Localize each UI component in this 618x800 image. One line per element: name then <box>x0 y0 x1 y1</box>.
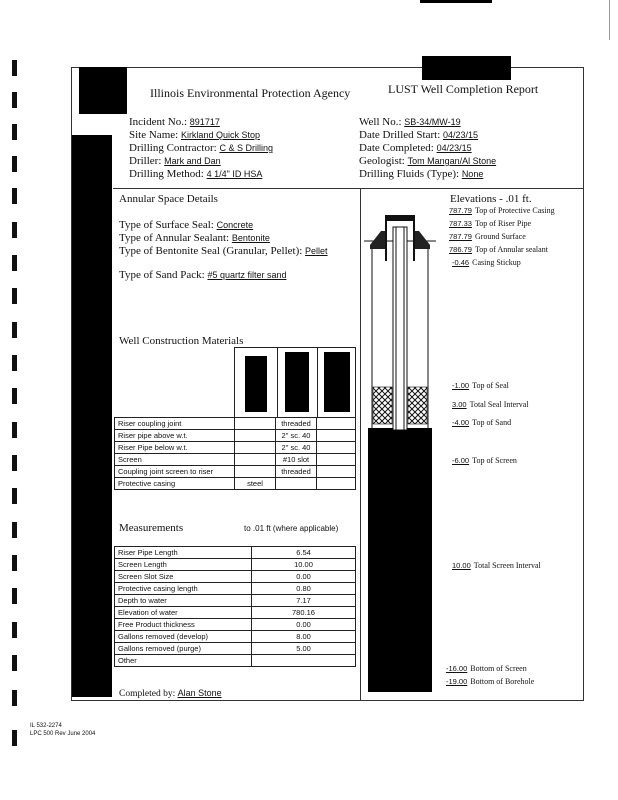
table-cell: Gallons removed (develop) <box>115 631 252 643</box>
redacted-block <box>422 56 511 80</box>
elevation-label: Top of Annular sealant <box>474 245 548 254</box>
table-cell <box>235 466 276 478</box>
depth-label: Top of Sand <box>472 418 512 427</box>
punch-mark <box>12 622 17 638</box>
field-label: Drilling Contractor: <box>129 142 217 154</box>
drilling-fluids-value: None <box>461 169 484 179</box>
well-no-value: SB-34/MW-19 <box>404 117 461 127</box>
table-cell: Other <box>115 655 252 667</box>
table-cell <box>252 655 356 667</box>
depth-label: Top of Seal <box>472 381 509 390</box>
bentonite-seal-row <box>119 245 328 258</box>
depth-row <box>452 400 529 409</box>
field-label: Drilling Method: <box>129 168 204 180</box>
form-revision: LPC 500 Rev June 2004 <box>30 731 96 737</box>
table-cell: Riser Pipe below w.t. <box>115 442 235 454</box>
sand-pack-value: #5 quartz filter sand <box>207 270 287 280</box>
table-cell: 0.00 <box>252 571 356 583</box>
geologist-value: Tom Mangan/Al Stone <box>407 156 497 166</box>
sand-pack-row <box>119 269 286 282</box>
incident-number: 891717 <box>189 117 220 127</box>
field-label: Type of Annular Sealant: <box>119 232 230 244</box>
table-row <box>115 454 356 466</box>
materials-heading: Well Construction Materials <box>119 335 244 347</box>
punch-mark <box>12 555 17 571</box>
redacted-margin-bar <box>72 135 112 697</box>
depth-value: -4.00 <box>452 418 470 427</box>
table-row <box>115 595 356 607</box>
field-label: Site Name: <box>129 129 179 141</box>
table-cell: Coupling joint screen to riser <box>115 466 235 478</box>
punch-mark <box>12 322 17 338</box>
table-row <box>115 418 356 430</box>
date-completed-value: 04/23/15 <box>436 143 472 153</box>
table-row <box>115 631 356 643</box>
contractor-value: C & S Drilling <box>219 143 273 153</box>
site-name-row <box>129 129 347 142</box>
driller-value: Mark and Dan <box>164 156 221 166</box>
depth-row <box>452 456 517 465</box>
well-no-row <box>359 116 559 129</box>
driller-row <box>129 155 347 168</box>
elevation-row <box>449 232 526 241</box>
column-line <box>317 348 318 418</box>
table-cell: threaded <box>276 466 317 478</box>
table-cell <box>235 430 276 442</box>
table-cell: 8.00 <box>252 631 356 643</box>
depth-value: -1.00 <box>452 381 470 390</box>
drilling-method-row <box>129 168 347 181</box>
geologist-row <box>359 155 559 168</box>
table-cell: Gallons removed (purge) <box>115 643 252 655</box>
field-label: Incident No.: <box>129 116 188 128</box>
depth-row <box>446 664 527 673</box>
measurements-table <box>114 546 356 667</box>
punch-mark <box>12 92 17 108</box>
depth-value: -16.00 <box>446 664 468 673</box>
table-cell: 0.00 <box>252 619 356 631</box>
table-cell: Riser pipe above w.t. <box>115 430 235 442</box>
table-cell <box>235 418 276 430</box>
field-label: Well No.: <box>359 116 402 128</box>
depth-label: Top of Screen <box>472 456 517 465</box>
table-cell <box>317 466 356 478</box>
table-cell: Depth to water <box>115 595 252 607</box>
punch-mark <box>12 60 17 76</box>
table-row <box>115 619 356 631</box>
elevation-row <box>452 258 521 267</box>
field-label: Driller: <box>129 155 162 167</box>
elevation-value: -0.46 <box>452 258 470 267</box>
punch-mark <box>12 222 17 238</box>
form-number: IL 532-2274 <box>30 723 62 729</box>
table-cell: 10.00 <box>252 559 356 571</box>
field-label: Geologist: <box>359 155 405 167</box>
table-cell: Screen Slot Size <box>115 571 252 583</box>
table-cell <box>235 442 276 454</box>
elevation-value: 787.79 <box>449 206 472 215</box>
surface-seal-value: Concrete <box>216 220 254 230</box>
elevation-label: Top of Protective Casing <box>474 206 555 215</box>
punch-mark <box>12 730 17 746</box>
depth-label: Total Seal Interval <box>469 400 529 409</box>
field-label: Type of Surface Seal: <box>119 219 214 231</box>
depth-value: 3.00 <box>452 400 467 409</box>
punch-mark <box>12 655 17 671</box>
depth-value: -6.00 <box>452 456 470 465</box>
table-cell: Free Product thickness <box>115 619 252 631</box>
punch-mark <box>12 188 17 204</box>
materials-table <box>114 417 356 490</box>
table-cell: 0.80 <box>252 583 356 595</box>
annular-sealant-value: Bentonite <box>231 233 270 243</box>
table-cell: 6.54 <box>252 547 356 559</box>
field-label: Date Drilled Start: <box>359 129 441 141</box>
table-cell: Protective casing length <box>115 583 252 595</box>
field-label: Drilling Fluids (Type): <box>359 168 460 180</box>
date-completed-row <box>359 142 559 155</box>
date-start-row <box>359 129 559 142</box>
punch-mark <box>12 156 17 172</box>
table-cell: 780.16 <box>252 607 356 619</box>
table-cell <box>317 454 356 466</box>
punch-mark <box>12 124 17 140</box>
measurements-heading: Measurements <box>119 522 184 534</box>
elevation-value: 786.79 <box>449 245 472 254</box>
table-cell: 7.17 <box>252 595 356 607</box>
incident-row <box>129 116 347 129</box>
redacted-column-header <box>245 356 267 412</box>
contractor-row <box>129 142 347 155</box>
depth-label: Bottom of Screen <box>470 664 527 673</box>
elevation-row <box>449 219 531 228</box>
depth-value: 10.00 <box>452 561 471 570</box>
punch-mark <box>12 588 17 604</box>
depth-label: Total Screen Interval <box>473 561 541 570</box>
measurements-note: to .01 ft (where applicable) <box>244 524 339 533</box>
table-cell: Riser Pipe Length <box>115 547 252 559</box>
depth-row <box>452 381 509 390</box>
elevation-label: Top of Riser Pipe <box>474 219 532 228</box>
drilling-method-value: 4 1/4" ID HSA <box>206 169 263 179</box>
table-row <box>115 643 356 655</box>
table-cell <box>235 454 276 466</box>
elevation-label: Casing Stickup <box>472 258 521 267</box>
table-cell: 2" sc. 40 <box>276 442 317 454</box>
punch-mark <box>12 388 17 404</box>
table-cell <box>317 478 356 490</box>
redacted-column-header <box>324 352 350 412</box>
table-cell <box>276 478 317 490</box>
completed-by-row <box>119 687 222 701</box>
date-start-value: 04/23/15 <box>443 130 479 140</box>
field-label: Type of Bentonite Seal (Granular, Pellet): <box>119 245 303 257</box>
agency-name: Illinois Environmental Protection Agency <box>150 86 351 100</box>
annular-heading: Annular Space Details <box>119 193 218 205</box>
column-line <box>277 348 278 418</box>
table-cell <box>317 418 356 430</box>
punch-mark <box>12 255 17 271</box>
depth-row <box>452 418 511 427</box>
table-row <box>115 583 356 595</box>
table-row <box>115 571 356 583</box>
table-row <box>115 559 356 571</box>
table-cell: Screen <box>115 454 235 466</box>
field-label: Type of Sand Pack: <box>119 269 205 281</box>
table-row <box>115 466 356 478</box>
table-cell: Elevation of water <box>115 607 252 619</box>
table-row <box>115 655 356 667</box>
punch-mark <box>12 422 17 438</box>
elevation-row <box>449 245 548 254</box>
header-divider <box>113 188 583 189</box>
bentonite-seal-value: Pellet <box>305 246 328 256</box>
punch-mark <box>12 288 17 304</box>
top-edge-mark <box>420 0 492 3</box>
completed-by-value: Alan Stone <box>177 688 222 698</box>
punch-mark <box>12 355 17 371</box>
elevation-value: 787.33 <box>449 219 472 228</box>
depth-row <box>452 561 541 570</box>
riser-pipe <box>393 227 407 430</box>
table-cell <box>317 430 356 442</box>
table-cell: 2" sc. 40 <box>276 430 317 442</box>
table-cell: #10 slot <box>276 454 317 466</box>
punch-mark <box>12 488 17 504</box>
depth-row <box>446 677 534 686</box>
field-label: Date Completed: <box>359 142 434 154</box>
punch-mark <box>12 455 17 471</box>
elevation-value: 787.79 <box>449 232 472 241</box>
depth-label: Bottom of Borehole <box>470 677 535 686</box>
table-row <box>115 430 356 442</box>
table-row <box>115 442 356 454</box>
well-diagram <box>364 205 436 430</box>
table-cell: Screen Length <box>115 559 252 571</box>
table-cell: threaded <box>276 418 317 430</box>
elevation-row <box>449 206 555 215</box>
depth-value: -19.00 <box>446 677 468 686</box>
surface-seal-row <box>119 219 253 232</box>
table-cell: steel <box>235 478 276 490</box>
field-label: Completed by: <box>119 689 176 699</box>
redacted-column-header <box>285 352 309 412</box>
elevation-label: Ground Surface <box>474 232 526 241</box>
punch-mark <box>12 690 17 706</box>
site-name-value: Kirkland Quick Stop <box>180 130 260 140</box>
table-row <box>115 478 356 490</box>
scan-edge-line <box>609 0 610 40</box>
table-cell <box>317 442 356 454</box>
elevations-heading: Elevations - .01 ft. <box>450 193 532 205</box>
drilling-fluids-row <box>359 168 559 181</box>
table-row <box>115 547 356 559</box>
materials-header-boxes <box>234 347 356 417</box>
table-cell: 5.00 <box>252 643 356 655</box>
redacted-depth-column <box>368 428 432 692</box>
redacted-logo <box>79 67 127 114</box>
table-cell: Protective casing <box>115 478 235 490</box>
table-row <box>115 607 356 619</box>
punch-mark <box>12 522 17 538</box>
table-cell: Riser coupling joint <box>115 418 235 430</box>
column-divider <box>360 188 361 700</box>
annular-sealant-row <box>119 232 270 245</box>
report-title: LUST Well Completion Report <box>388 82 539 96</box>
